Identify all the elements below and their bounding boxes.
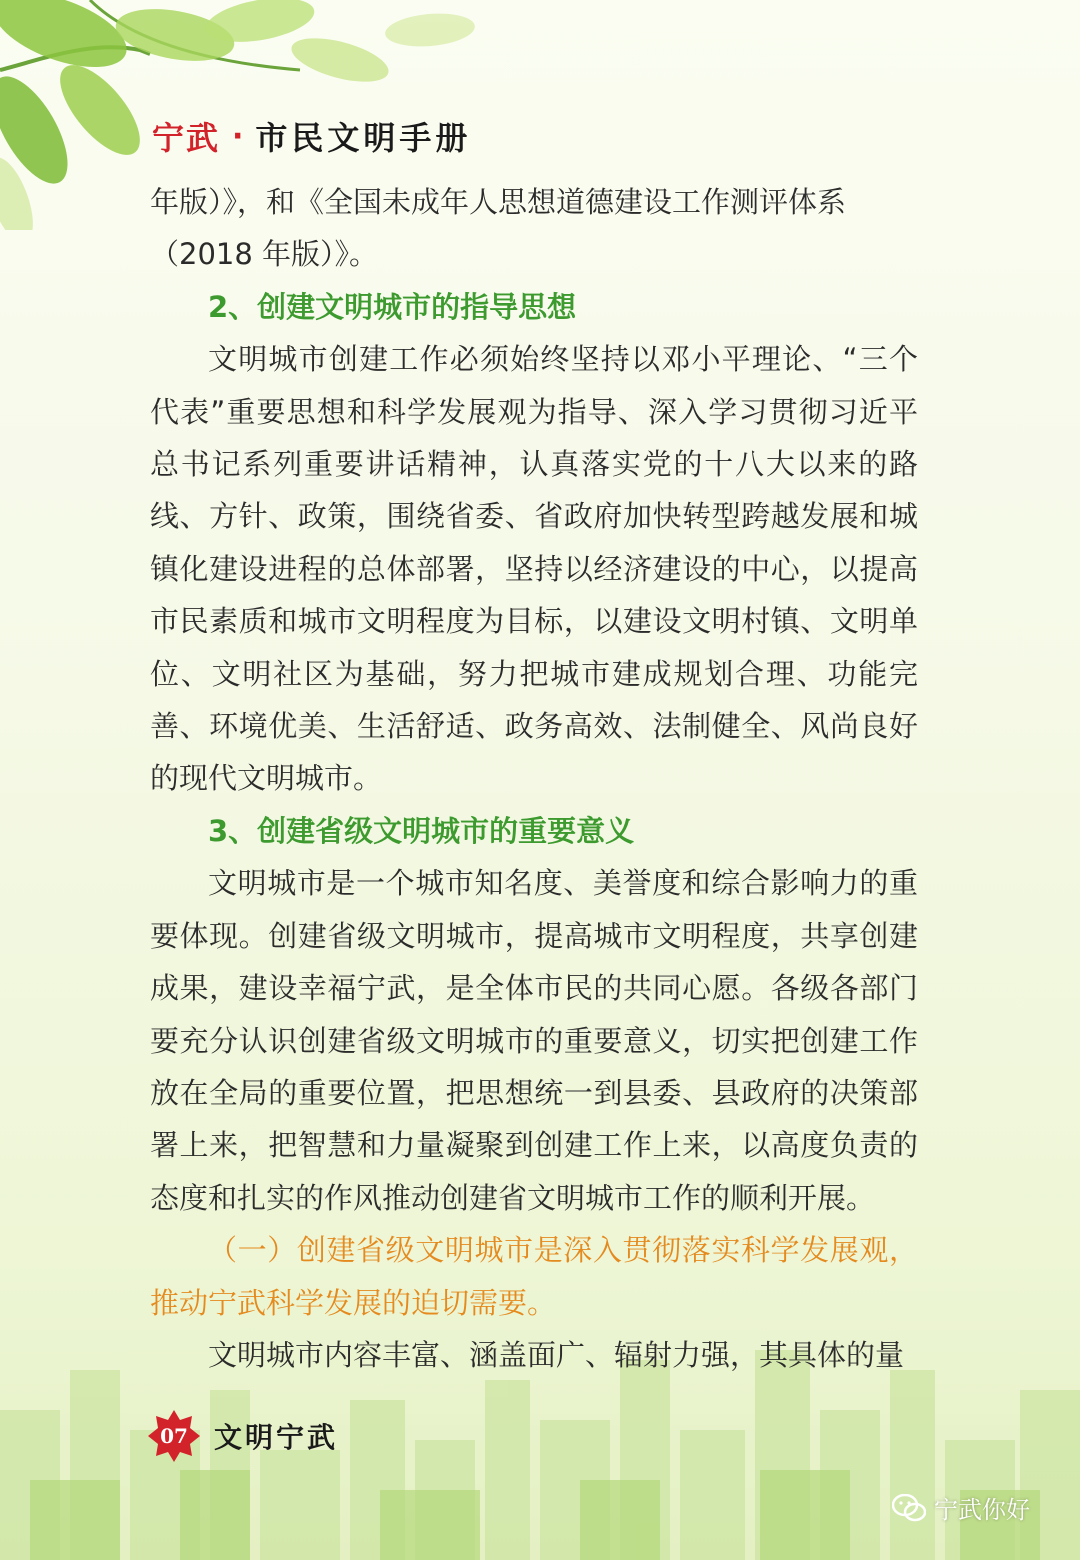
header-title-black: 市民文明手册 [255, 119, 472, 157]
wechat-icon [892, 1494, 926, 1522]
watermark-text: 宁武你好 [934, 1496, 1030, 1524]
paragraph: 文明城市创建工作必须始终坚持以邓小平理论、“三个代表”重要思想和科学发展观为指导、深入学习贯彻习近平总书记系列重要讲话精神，认真落实党的十八大以来的路线、方针、政策，围绕省委、省政府加快转型跨越发展和城镇化建设进程的总体部署，坚持以经济建设的中心，以提高市民素质和城市文明程度为目标，以建设文明村镇、文明单位、文明社区为基础，努力把城市建成规划合理、功能完善、环境优美、生活舒适、政务高效、法制健全、风尚良好的现代文明城市。 [150, 342, 918, 796]
continuation-line: （2018 年版）》。 [150, 237, 379, 272]
paragraph: 文明城市是一个城市知名度、美誉度和综合影响力的重要体现。创建省级文明城市，提高城市文明程度，共享创建成果，建设幸福宁武，是全体市民的共同心愿。各级各部门要充分认识创建省级文明城市的重要意义，切实把创建工作放在全局的重要位置，把思想统一到县委、县政府的决策部署上来，把智慧和力量凝聚到创建工作上来，以高度负责的态度和扎实的作风推动创建省文明城市工作的顺利开展。 [150, 866, 918, 1215]
footer-title: 文明宁武 [214, 1421, 339, 1454]
page-number: 07 [160, 1424, 188, 1448]
running-header [152, 112, 471, 160]
account-watermark [892, 1490, 1030, 1525]
subsection-heading: （一）创建省级文明城市是深入贯彻落实科学发展观，推动宁武科学发展的迫切需要。 [150, 1233, 918, 1320]
page-number-badge [148, 1410, 200, 1462]
section-heading: 2、创建文明城市的指导思想 [208, 289, 577, 324]
paragraph: 文明城市内容丰富、涵盖面广、辐射力强，其具体的量 [208, 1337, 905, 1372]
section-heading: 3、创建省级文明城市的重要意义 [208, 813, 635, 848]
header-separator: · [232, 118, 244, 154]
continuation-line: 年版）》，和《全国未成年人思想道德建设工作测评体系 [150, 185, 847, 219]
header-title-red: 宁武 [152, 119, 221, 157]
article-body [150, 176, 918, 1381]
page-footer [148, 1410, 338, 1462]
